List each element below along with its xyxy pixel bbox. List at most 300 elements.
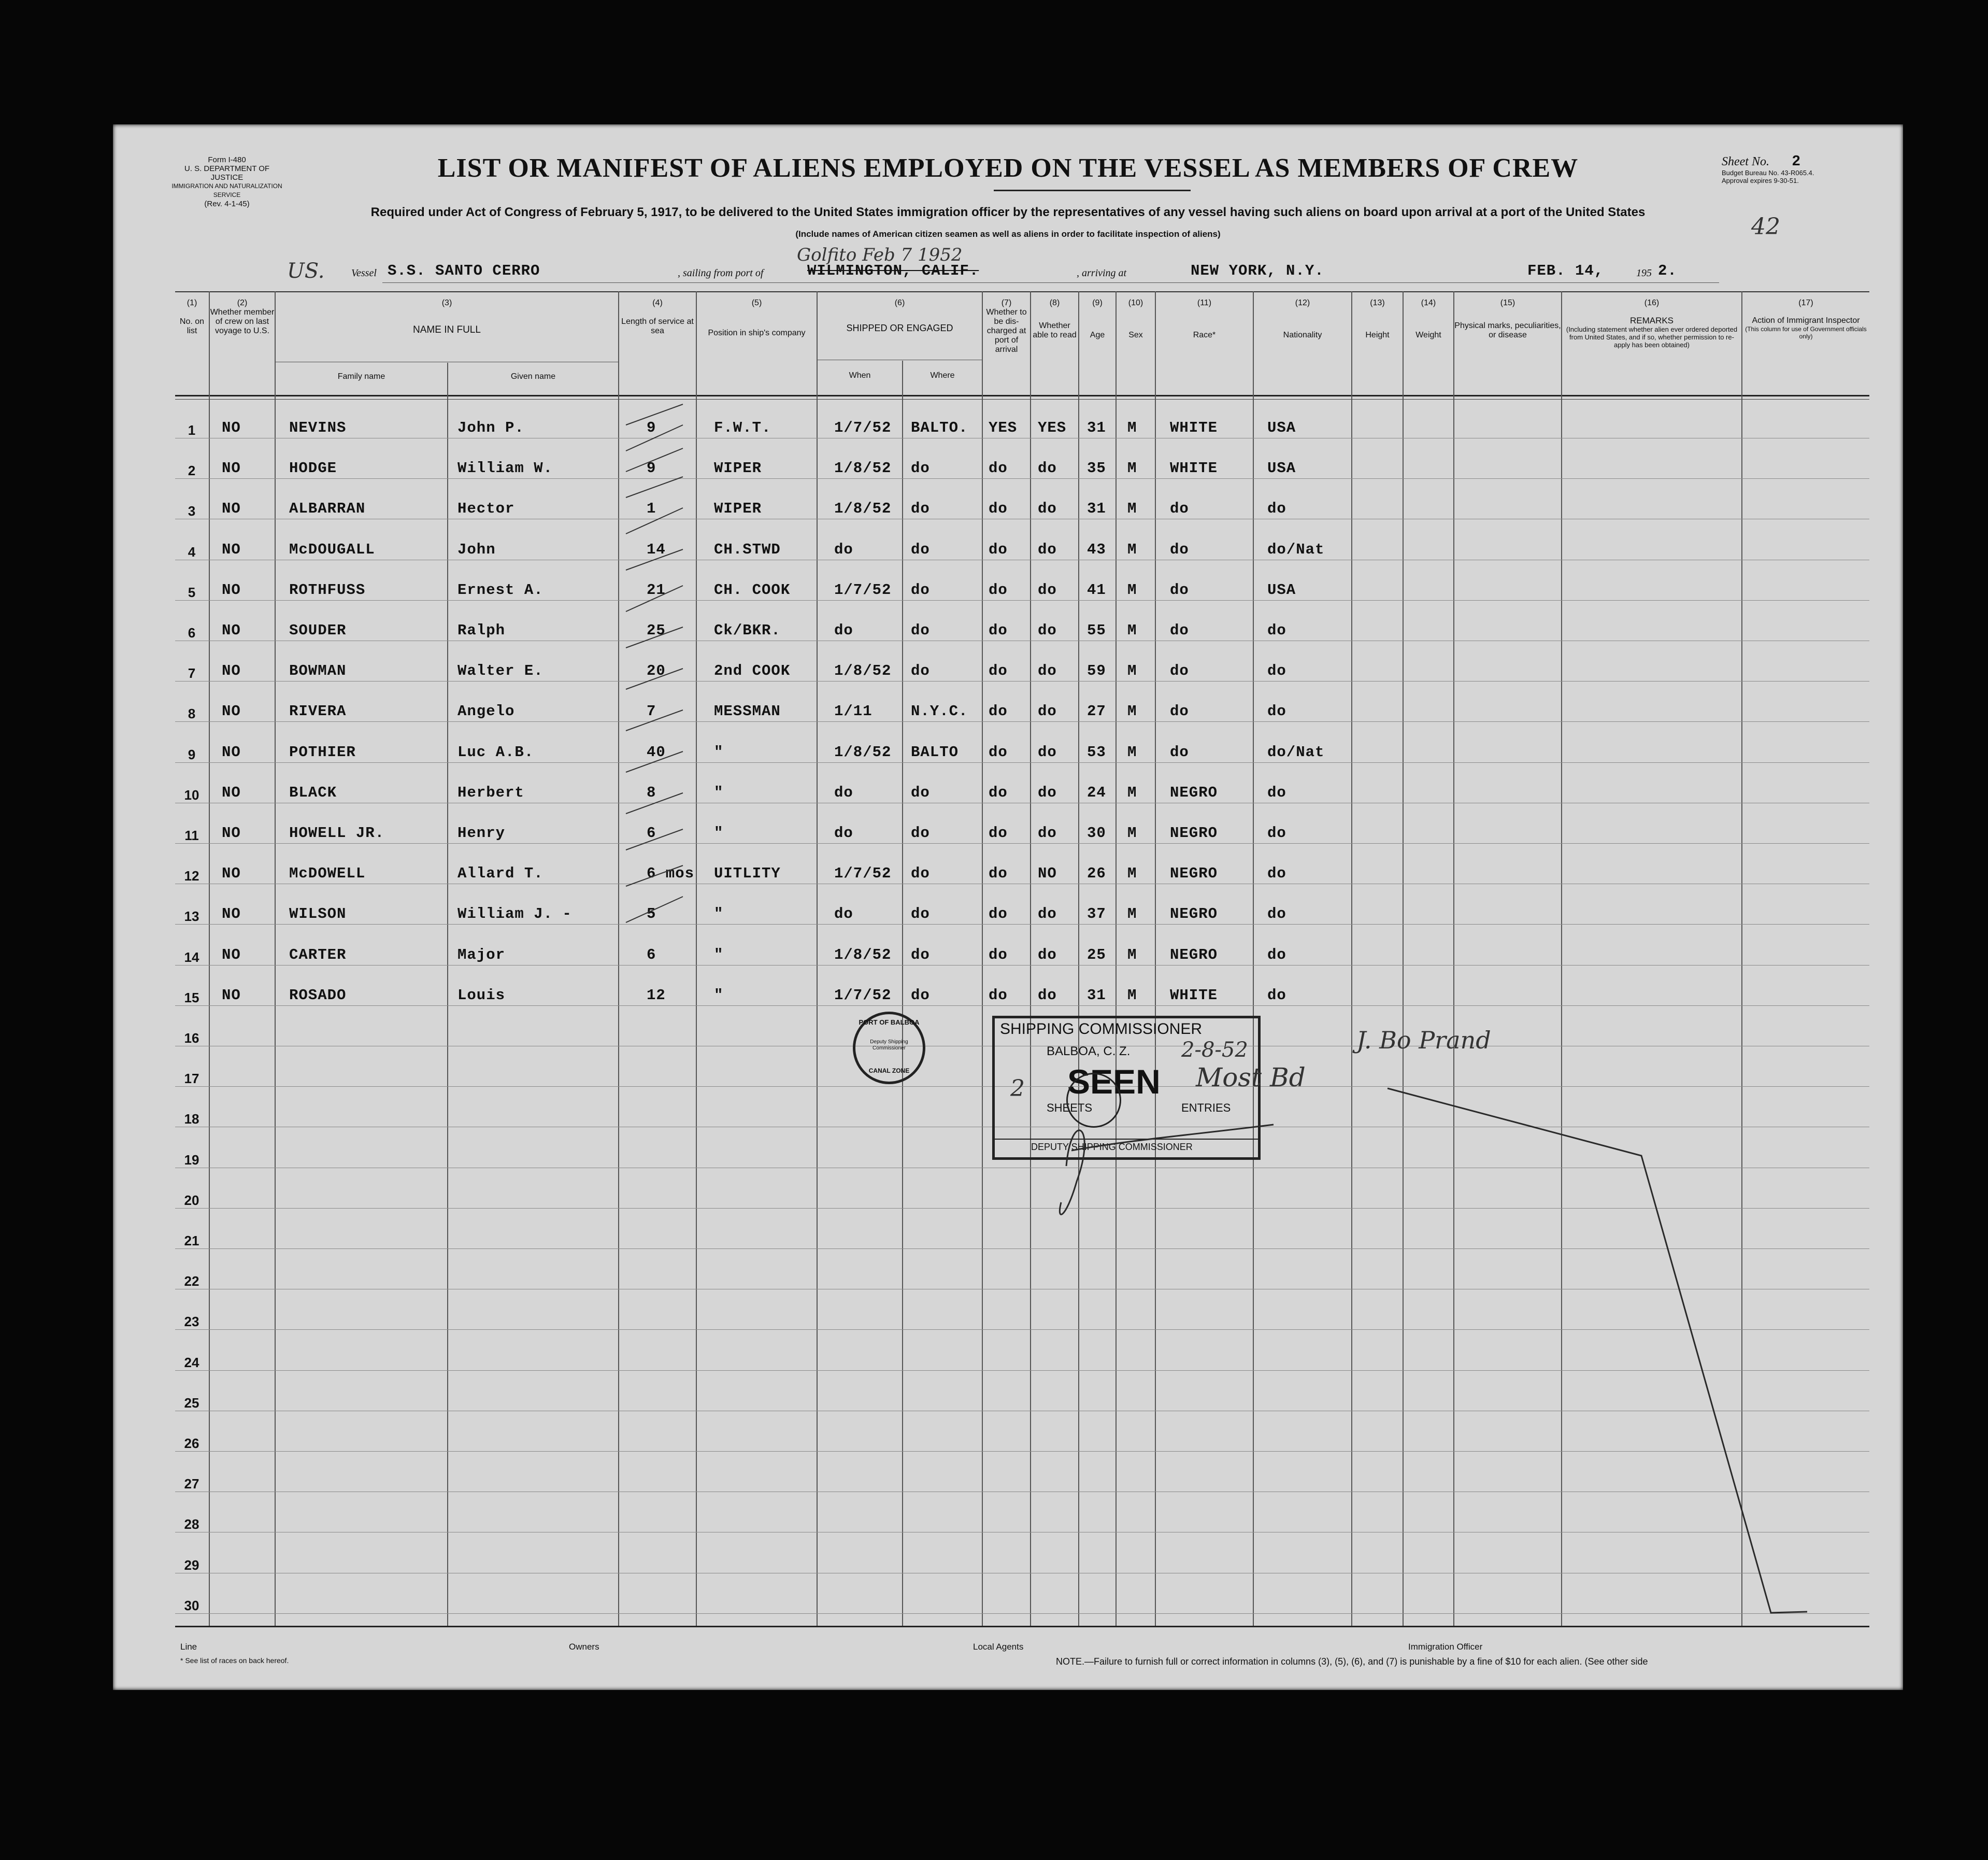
cell-read: do (1038, 622, 1057, 639)
cell-service: 20 (647, 662, 666, 679)
cell-nationality: USA (1267, 460, 1296, 477)
cell-given: Louis (457, 987, 506, 1004)
row-number: 4 (188, 544, 196, 560)
cell-service: 8 (647, 784, 656, 801)
footer-line-label: Line (180, 1642, 197, 1652)
cell-nationality: do (1267, 987, 1286, 1004)
cell-race: do (1170, 541, 1189, 558)
page-title: LIST OR MANIFEST OF ALIENS EMPLOYED ON THE VESSEL AS MEMBERS OF CREW (437, 153, 1579, 183)
cell-given: Hector (457, 500, 515, 517)
cell-family: McDOWELL (289, 865, 366, 882)
table-top-rule (175, 291, 1869, 292)
cell-age: 31 (1087, 500, 1106, 517)
cell-age: 25 (1087, 946, 1106, 963)
cell-when: 1/7/52 (834, 987, 892, 1004)
cell-given: Henry (457, 825, 506, 842)
col-divider (817, 291, 818, 1626)
table-header-rule (175, 395, 1869, 396)
row-number: 26 (184, 1436, 199, 1451)
footer-penalty-note: NOTE.—Failure to furnish full or correct information in columns (3), (5), (6), and (7) is punishable by a fine of $10 for each alien. (See other side (1056, 1656, 1648, 1667)
cell-read: do (1038, 500, 1057, 517)
footer-owners-label: Owners (569, 1642, 599, 1652)
arriving-label: , arriving at (1077, 267, 1127, 279)
cell-discharged: do (989, 784, 1008, 801)
cell-nationality: do (1267, 662, 1286, 679)
cell-given: Herbert (457, 784, 524, 801)
cell-discharged: do (989, 662, 1008, 679)
cell-when: 1/8/52 (834, 662, 892, 679)
col-header-given-name: Given name (510, 372, 556, 381)
cell-given: John (457, 541, 496, 558)
port-of-balboa-stamp: PORT OF BALBOA Deputy Shipping Commissioner CANAL ZONE (853, 1012, 925, 1084)
cell-discharged: do (989, 541, 1008, 558)
cell-service: 21 (647, 581, 666, 599)
cell-nationality: do (1267, 825, 1286, 842)
stamp-seen: SEEN (1067, 1062, 1161, 1101)
cell-position: MESSMAN (714, 703, 781, 720)
cell-family: POTHIER (289, 744, 356, 761)
year-suffix: 2. (1658, 262, 1677, 279)
cell-age: 27 (1087, 703, 1106, 720)
cell-when: 1/8/52 (834, 744, 892, 761)
row-number: 12 (184, 868, 199, 884)
cell-nationality: do (1267, 622, 1286, 639)
cell-where: do (911, 946, 930, 963)
cell-age: 43 (1087, 541, 1106, 558)
cell-position: CH. COOK (714, 581, 791, 599)
cell-prev: NO (222, 905, 241, 922)
cell-position: F.W.T. (714, 419, 771, 436)
cell-position: " (714, 744, 724, 761)
cell-position: " (714, 825, 724, 842)
row-number: 17 (184, 1071, 199, 1086)
cell-age: 53 (1087, 744, 1106, 761)
cell-given: John P. (457, 419, 524, 436)
row-number: 23 (184, 1314, 199, 1329)
budget-bureau: Budget Bureau No. 43-R065.4. (1722, 169, 1814, 177)
cell-read: do (1038, 825, 1057, 842)
cell-age: 35 (1087, 460, 1106, 477)
cell-age: 31 (1087, 987, 1106, 1004)
cell-sex: M (1127, 946, 1137, 963)
cell-age: 55 (1087, 622, 1106, 639)
cell-sex: M (1127, 865, 1137, 882)
cell-age: 31 (1087, 419, 1106, 436)
cell-sex: M (1127, 500, 1137, 517)
cell-where: do (911, 662, 930, 679)
cell-sex: M (1127, 622, 1137, 639)
cell-service: 14 (647, 541, 666, 558)
row-number: 10 (184, 787, 199, 803)
cell-prev: NO (222, 744, 241, 761)
cell-nationality: do (1267, 703, 1286, 720)
arriving-port: NEW YORK, N.Y. (1191, 262, 1324, 279)
col-header-no: (1) No. on list (179, 299, 205, 335)
cell-nationality: do (1267, 865, 1286, 882)
col-header-nationality: (12) Nationality (1283, 299, 1322, 339)
cell-discharged: do (989, 460, 1008, 477)
row-number: 27 (184, 1476, 199, 1492)
cell-prev: NO (222, 784, 241, 801)
cell-when: do (834, 622, 853, 639)
cell-sex: M (1127, 581, 1137, 599)
col-header-position: (5) Position in ship's company (708, 299, 806, 337)
manifest-sheet (113, 124, 1903, 1690)
cell-when: do (834, 784, 853, 801)
cell-service: 9 (647, 460, 656, 477)
cell-family: SOUDER (289, 622, 347, 639)
cell-race: do (1170, 703, 1189, 720)
cell-read: do (1038, 987, 1057, 1004)
service-slash-marks (616, 399, 698, 1176)
cell-when: do (834, 905, 853, 922)
col-divider (447, 363, 448, 1626)
row-number: 2 (188, 463, 196, 478)
cell-where: do (911, 622, 930, 639)
cell-discharged: do (989, 744, 1008, 761)
col-header-shipped: (6) SHIPPED OR ENGAGED (846, 299, 953, 333)
row-number: 16 (184, 1030, 199, 1046)
cell-service: 9 (647, 419, 656, 436)
col-header-height: (13) Height (1365, 299, 1390, 339)
row-number: 29 (184, 1557, 199, 1573)
cell-given: Ralph (457, 622, 506, 639)
footer-agents-label: Local Agents (973, 1642, 1024, 1652)
cell-read: do (1038, 744, 1057, 761)
cell-when: do (834, 825, 853, 842)
cell-when: 1/8/52 (834, 946, 892, 963)
cell-position: Ck/BKR. (714, 622, 781, 639)
cell-prev: NO (222, 825, 241, 842)
cell-discharged: do (989, 946, 1008, 963)
cell-family: WILSON (289, 905, 347, 922)
cell-where: do (911, 500, 930, 517)
cell-race: do (1170, 581, 1189, 599)
cell-given: Major (457, 946, 506, 963)
cell-position: " (714, 946, 724, 963)
form-rev: (Rev. 4-1-45) (204, 200, 250, 208)
cell-sex: M (1127, 784, 1137, 801)
row-number: 8 (188, 706, 196, 721)
cell-prev: NO (222, 622, 241, 639)
row-number: 11 (184, 828, 199, 843)
cell-sex: M (1127, 825, 1137, 842)
row-number: 18 (184, 1111, 199, 1127)
vessel-label: Vessel (351, 267, 377, 279)
row-rule (175, 600, 1869, 601)
cell-family: BOWMAN (289, 662, 347, 679)
cell-prev: NO (222, 946, 241, 963)
row-number: 3 (188, 503, 196, 519)
col-divider (275, 291, 276, 1626)
page-mark: 42 (1751, 214, 1780, 240)
sailing-label: , sailing from port of (678, 267, 764, 279)
sheet-label: Sheet No. (1722, 155, 1769, 168)
cell-sex: M (1127, 703, 1137, 720)
cell-given: Luc A.B. (457, 744, 534, 761)
row-rule (175, 843, 1869, 844)
title-rule (994, 190, 1191, 191)
cell-where: do (911, 987, 930, 1004)
stamp-title: SHIPPING COMMISSIONER (1000, 1020, 1203, 1038)
row-number: 6 (188, 625, 196, 641)
row-number: 20 (184, 1192, 199, 1208)
cell-where: do (911, 905, 930, 922)
col-header-last-voyage: (2) Whether member of crew on last voyage to U.S. (210, 299, 275, 335)
cell-when: 1/7/52 (834, 581, 892, 599)
cell-sex: M (1127, 460, 1137, 477)
cell-where: BALTO. (911, 419, 968, 436)
cell-sex: M (1127, 987, 1137, 1004)
col-header-race: (11) Race* (1193, 299, 1216, 339)
col-header-weight: (14) Weight (1415, 299, 1441, 339)
cell-given: Ernest A. (457, 581, 544, 599)
col-header-read: (8) Whether able to read (1033, 299, 1077, 339)
cell-race: WHITE (1170, 460, 1218, 477)
cell-sex: M (1127, 905, 1137, 922)
year-prefix: 195 (1636, 267, 1652, 279)
cell-read: do (1038, 784, 1057, 801)
row-number: 15 (184, 990, 199, 1005)
cell-prev: NO (222, 581, 241, 599)
cell-where: BALTO (911, 744, 959, 761)
cell-race: do (1170, 622, 1189, 639)
cell-where: N.Y.C. (911, 703, 968, 720)
approval-expires: Approval expires 9-30-51. (1722, 177, 1799, 184)
cell-prev: NO (222, 419, 241, 436)
cell-read: do (1038, 541, 1057, 558)
cell-family: BLACK (289, 784, 337, 801)
cell-discharged: do (989, 987, 1008, 1004)
cell-position: WIPER (714, 500, 762, 517)
cell-discharged: do (989, 865, 1008, 882)
signature-strokes (994, 1047, 1875, 1632)
col-header-discharged: (7) Whether to be dis-charged at port of arrival (986, 299, 1027, 354)
row-rule (175, 478, 1869, 479)
col-header-where: Where (930, 371, 955, 380)
cell-discharged: do (989, 905, 1008, 922)
stamp-entries-label: ENTRIES (1181, 1101, 1231, 1114)
col-header-inspector: (17) Action of Immigrant Inspector (This column for use of Government officials only) (1745, 299, 1867, 340)
cell-race: NEGRO (1170, 946, 1218, 963)
stamp-place: BALBOA, C. Z. (1047, 1044, 1131, 1058)
row-number: 25 (184, 1395, 199, 1411)
cell-position: " (714, 905, 724, 922)
cell-service: 5 (647, 905, 656, 922)
cell-position: " (714, 784, 724, 801)
cell-position: 2nd COOK (714, 662, 791, 679)
cell-when: 1/11 (834, 703, 873, 720)
cell-read: do (1038, 581, 1057, 599)
cell-read: do (1038, 460, 1057, 477)
cell-where: do (911, 865, 930, 882)
row-rule (175, 1005, 1869, 1006)
cell-prev: NO (222, 541, 241, 558)
page-subtitle: Required under Act of Congress of February 5, 1917, to be delivered to the United States immigration officer by the representatives of any vessel having such aliens on board upon arrival at a port of the United States (370, 205, 1646, 219)
row-number: 1 (188, 422, 196, 438)
cell-where: do (911, 825, 930, 842)
cell-sex: M (1127, 662, 1137, 679)
col-header-family-name: Family name (337, 372, 385, 381)
row-number: 7 (188, 665, 196, 681)
col-divider (902, 361, 903, 1626)
cell-nationality: do (1267, 500, 1286, 517)
col-header-age: (9) Age (1090, 299, 1105, 339)
cell-when: do (834, 541, 853, 558)
cell-service: 7 (647, 703, 656, 720)
cell-when: 1/8/52 (834, 460, 892, 477)
footer-races-note: * See list of races on back hereof. (180, 1656, 289, 1665)
cell-service: 1 (647, 500, 656, 517)
cell-race: NEGRO (1170, 865, 1218, 882)
cell-given: Allard T. (457, 865, 544, 882)
cell-discharged: YES (989, 419, 1018, 436)
row-rule (175, 924, 1869, 925)
cell-race: WHITE (1170, 987, 1218, 1004)
col-header-remarks: (16) REMARKS (Including statement whether alien ever ordered deported from United States, and if so, whether permission to re-apply has been obtained) (1566, 299, 1738, 349)
cell-family: ALBARRAN (289, 500, 366, 517)
cell-nationality: USA (1267, 419, 1296, 436)
cell-service: 25 (647, 622, 666, 639)
row-number: 30 (184, 1598, 199, 1613)
cell-service: 40 (647, 744, 666, 761)
cell-nationality: USA (1267, 581, 1296, 599)
cell-prev: NO (222, 460, 241, 477)
row-number: 9 (188, 747, 196, 762)
cell-position: WIPER (714, 460, 762, 477)
cell-discharged: do (989, 500, 1008, 517)
form-dept: U. S. DEPARTMENT OF JUSTICE (184, 164, 270, 182)
cell-nationality: do (1267, 784, 1286, 801)
row-number: 21 (184, 1233, 199, 1248)
stamp-sheets-label: SHEETS (1047, 1101, 1093, 1114)
cell-position: CH.STWD (714, 541, 781, 558)
cell-race: do (1170, 744, 1189, 761)
cell-discharged: do (989, 622, 1008, 639)
sheet-number: 2 (1792, 152, 1800, 168)
cell-where: do (911, 541, 930, 558)
cell-where: do (911, 460, 930, 477)
cell-age: 37 (1087, 905, 1106, 922)
table-header-rule2 (175, 399, 1869, 400)
cell-race: NEGRO (1170, 905, 1218, 922)
cell-service: 6 (647, 946, 656, 963)
sailing-handwritten: Golfito Feb 7 1952 (797, 245, 963, 265)
col-header-when: When (849, 371, 871, 380)
cell-nationality: do (1267, 946, 1286, 963)
cell-family: ROSADO (289, 987, 347, 1004)
row-number: 14 (184, 949, 199, 965)
cell-prev: NO (222, 703, 241, 720)
cell-read: do (1038, 662, 1057, 679)
cell-prev: NO (222, 987, 241, 1004)
cell-race: WHITE (1170, 419, 1218, 436)
cell-prev: NO (222, 500, 241, 517)
cell-read: NO (1038, 865, 1057, 882)
cell-given: William J. - (457, 905, 572, 922)
row-number: 22 (184, 1273, 199, 1289)
cell-family: McDOUGALL (289, 541, 375, 558)
cell-prev: NO (222, 865, 241, 882)
cell-family: ROTHFUSS (289, 581, 366, 599)
footer-officer-label: Immigration Officer (1408, 1642, 1483, 1652)
cell-read: YES (1038, 419, 1067, 436)
cell-discharged: do (989, 581, 1008, 599)
cell-age: 59 (1087, 662, 1106, 679)
cell-sex: M (1127, 541, 1137, 558)
cell-family: NEVINS (289, 419, 347, 436)
page-subtitle-note: (Include names of American citizen seamen as well as aliens in order to facilitate inspection of aliens) (795, 229, 1221, 239)
cell-race: do (1170, 500, 1189, 517)
cell-family: CARTER (289, 946, 347, 963)
cell-service: 12 (647, 987, 666, 1004)
vessel-name: S.S. SANTO CERRO (388, 262, 540, 279)
cell-sex: M (1127, 419, 1137, 436)
cell-age: 41 (1087, 581, 1106, 599)
cell-where: do (911, 784, 930, 801)
row-number: 24 (184, 1355, 199, 1370)
col-header-name: (3) NAME IN FULL (413, 299, 481, 335)
row-number: 5 (188, 585, 196, 600)
row-rule (175, 965, 1869, 966)
cell-nationality: do/Nat (1267, 541, 1325, 558)
stamp-date: 2-8-52 (1181, 1038, 1248, 1062)
cell-family: HODGE (289, 460, 337, 477)
cell-service: 6 (647, 825, 656, 842)
cell-given: William W. (457, 460, 553, 477)
row-number: 13 (184, 908, 199, 924)
cell-read: do (1038, 946, 1057, 963)
row-rule (175, 762, 1869, 763)
row-number: 28 (184, 1516, 199, 1532)
cell-nationality: do (1267, 905, 1286, 922)
cell-read: do (1038, 905, 1057, 922)
cell-prev: NO (222, 662, 241, 679)
cell-discharged: do (989, 703, 1008, 720)
cell-race: NEGRO (1170, 825, 1218, 842)
cell-position: UITLITY (714, 865, 781, 882)
cell-given: Angelo (457, 703, 515, 720)
cell-position: " (714, 987, 724, 1004)
row-number: 19 (184, 1152, 199, 1168)
form-service: IMMIGRATION AND NATURALIZATION SERVICE (171, 182, 282, 198)
cell-sex: M (1127, 744, 1137, 761)
cell-race: do (1170, 662, 1189, 679)
cell-age: 26 (1087, 865, 1106, 882)
cell-race: NEGRO (1170, 784, 1218, 801)
sailing-port: WILMINGTON, CALIF. (807, 262, 979, 279)
cell-where: do (911, 581, 930, 599)
cell-family: HOWELL JR. (289, 825, 385, 842)
cell-age: 24 (1087, 784, 1106, 801)
stamp-footer: DEPUTY SHIPPING COMMISSIONER (1031, 1142, 1193, 1152)
handwritten-note: Most Bd (1196, 1062, 1306, 1092)
form-number: Form I-480 (208, 155, 246, 164)
col-header-sex: (10) Sex (1128, 299, 1143, 339)
cell-when: 1/7/52 (834, 419, 892, 436)
col-divider (982, 291, 983, 1626)
handwritten-signature: J. Bo Prand (1356, 1026, 1491, 1054)
cell-given: Walter E. (457, 662, 544, 679)
us-mark: US. (287, 259, 325, 283)
stamp-sheets-count: 2 (1010, 1075, 1025, 1102)
row-rule (175, 721, 1869, 722)
cell-discharged: do (989, 825, 1008, 842)
cell-nationality: do/Nat (1267, 744, 1325, 761)
col-header-physical-marks: (15) Physical marks, peculiarities, or disease (1454, 299, 1561, 339)
cell-when: 1/8/52 (834, 500, 892, 517)
voyage-rule (382, 282, 1719, 283)
